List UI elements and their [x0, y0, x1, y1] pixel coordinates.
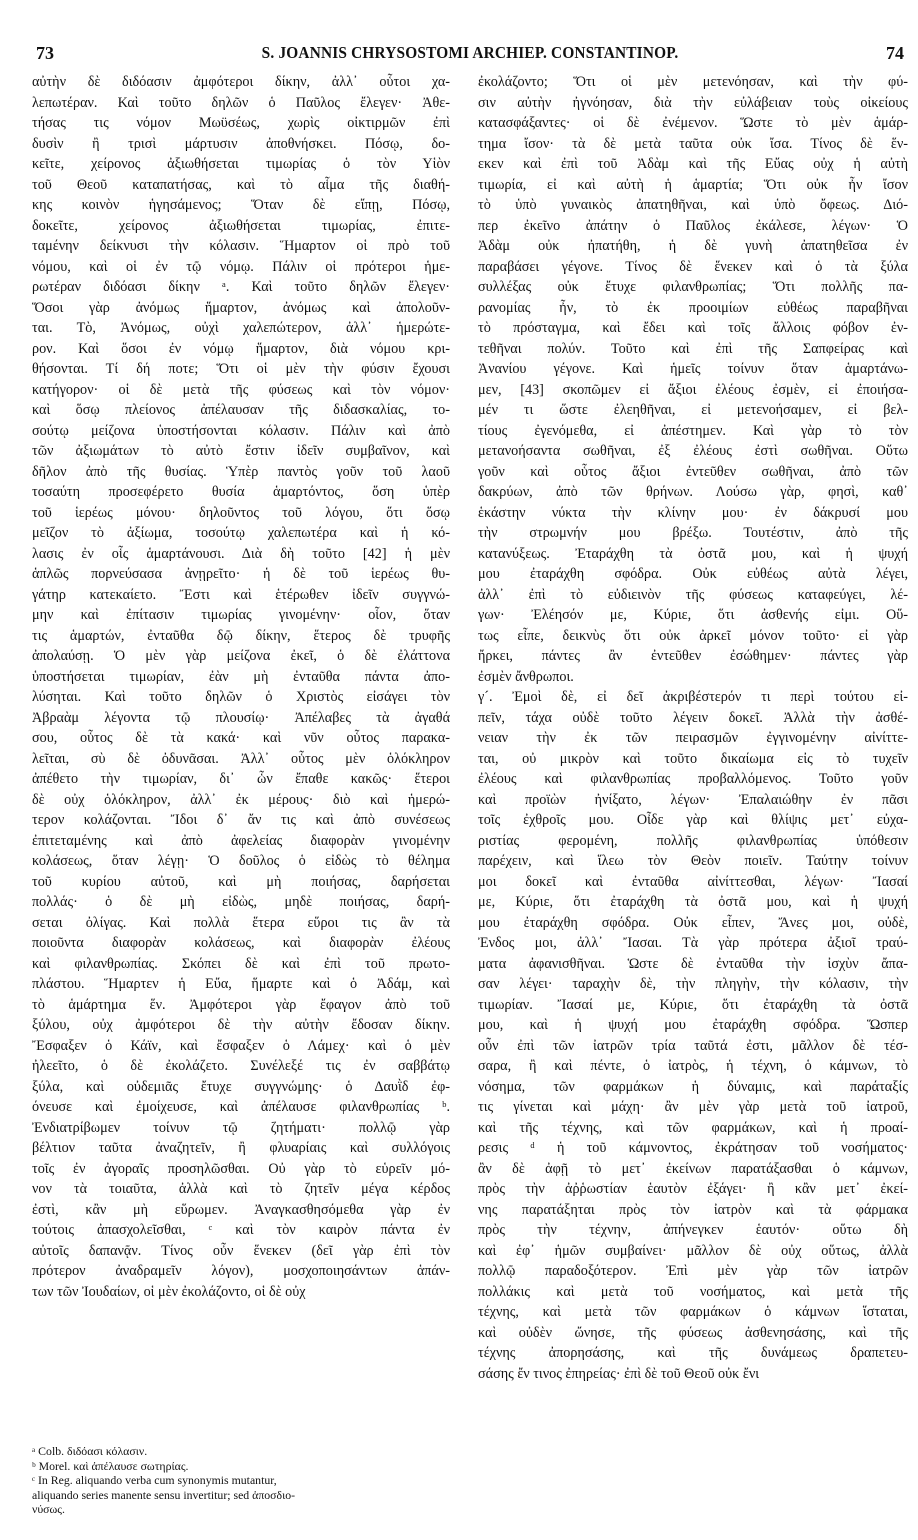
text-line: ἐκολάζοντο; Ὅτι οἱ μὲν μετενόησαν, καὶ τὴν φύ- — [478, 74, 908, 90]
text-line: Ἐνδος μοι, ἀλλ᾽ Ἴασαι. Τὰ γὰρ πρότερα ἀξιοῖ τραύ- — [478, 935, 908, 951]
text-line: καὶ προϊὼν ἠνίξατο, λέγων· Ἐπαλαιώθην ἐν πᾶσι — [478, 791, 908, 808]
text-line: κατανύξεως. Ἐταράχθη τὰ ὀστᾶ μου, καὶ ἡ ψυχή — [478, 545, 908, 562]
text-line: ὑποστήσεται τιμωρίαν, ἐὰν μὴ ἐνταῦθα πάντα ἀπο- — [32, 668, 450, 685]
text-line: ριστίας φερομένη, πολλῆς φιλανθρωπίας ὑπόθεσιν — [478, 832, 908, 849]
text-line: λύσηται. Καὶ τοῦτο δηλῶν ὁ Χριστὸς εἰσάγει τὸν — [32, 689, 450, 705]
text-line: σαν λέγει· ταραχὴν δὲ, τὴν πληγὴν, τὴν κόλασιν, τὴν — [478, 976, 908, 992]
text-line: κατασφάξαντες· οἱ δὲ ἐνέμενον. Ὥστε τὸ μὲν ἁμάρ- — [478, 115, 908, 131]
text-line: πολλάκις καὶ μετὰ τοῦ νοσήματος, καὶ μετὰ τῆς — [478, 1283, 908, 1300]
footnote-line: aliquando series manente sensu invertitur; sed ἀποσδιο- — [32, 1487, 296, 1502]
text-line: μου ἐταράχθη σφόδρα. Οὐκ εἶπεν, Ἄνες μοι, οὐδὲ, — [478, 914, 908, 931]
text-line: τερον κολάζονται. Ἴδοι δ᾽ ἄν τις καὶ ἀπὸ συνέσεως — [32, 812, 450, 828]
text-line: καὶ ἐφ᾽ ἡμῶν συμβαίνει· μᾶλλον δὲ οὐχ οὕτως, ἀλλὰ — [478, 1242, 908, 1259]
text-line: ται, οὐ μικρὸν καὶ τοῦτο δικαίωμα εἰς τὸ τυχεῖν — [478, 750, 908, 767]
text-line: ἀλλ᾽ ἐπὶ τὸ εὐδιεινὸν τῆς φύσεως καταφεύγει, λέ- — [478, 586, 908, 603]
footnote-line: ᵇ Morel. καὶ ἀπέλαυσε σωτηρίας. — [32, 1458, 189, 1473]
running-header — [36, 38, 904, 68]
text-line: θήσονται. Τί δή ποτε; Ὅτι οἱ μὲν τὴν φύσιν ἔχουσι — [32, 361, 450, 377]
text-line: λεῖται, σὺ δὲ ὀδυνᾶσαι. Ἀλλ᾽ οὗτος μὲν ὁλόκληρον — [32, 750, 450, 767]
text-line: ξύλου, οὐχ ἀμφότεροι δὲ τὴν αὐτὴν ἔδοσαν δίκην. — [32, 1017, 450, 1033]
text-line: σαρα, ἢ καὶ πέντε, ὁ ἰατρὸς, ἡ τέχνη, ὁ κάμνων, τὸ — [478, 1058, 908, 1074]
text-line: ρανομίας ἦν, τὸ ἐκ προοιμίων εὐθέως παραβῆναι — [478, 299, 908, 316]
text-line: τούτοις ἀπασχολεῖσθαι, ᶜ καὶ τὸν καιρὸν πάντα ἐν — [32, 1222, 450, 1238]
running-title: S. JOANNIS CHRYSOSTOMI ARCHIEP. CONSTANTINOP. — [261, 43, 679, 62]
text-line: ματα ἀφανισθῆναι. Ὡστε δὲ ἐνταῦθα τὴν ἰσχὺν ἄπα- — [478, 955, 908, 972]
text-line: τήσας τις νόμον Μωϋσέως, χωρὶς οἰκτιρμῶν ἐπὶ — [32, 115, 450, 131]
text-line: καὶ οὐδὲν ὤνησε, τῆς φύσεως ἀσθενησάσης, καὶ τῆς — [478, 1324, 908, 1341]
text-line: σου, οὗτος δὲ τὰ κακά· καὶ νῦν οὗτος παρακα- — [32, 730, 450, 746]
text-line: μέν τι ὥστε ἐλεηθῆναι, εἰ μετενοήσαμεν, εἰ βελ- — [478, 402, 908, 418]
text-line: περ ἐκεῖνο ἀπάτην ὁ Παῦλος ἐκάλεσε, λέγων· Ὁ — [478, 217, 908, 234]
text-line: τοῦ κυρίου αὐτοῦ, καὶ μὴ ποιήσας, δαρήσεται — [32, 873, 450, 890]
text-line: νον τὰ τοιαῦτα, ἀλλὰ καὶ τὸ ζητεῖν μέγα κέρδος — [32, 1181, 450, 1197]
text-line: ἐστὶ, κἂν μὴ εὕρωμεν. Ἀναγκασθησόμεθα γὰρ ἐν — [32, 1201, 450, 1218]
text-line: Ἀδὰμ οὐκ ἠπατήθη, ἡ δὲ γυνὴ ἀπατηθεῖσα ἐν — [478, 238, 908, 254]
text-line: τεθῆναι πολύν. Τοῦτο καὶ ἐπὶ τῆς Σαπφείρας καὶ — [478, 340, 908, 357]
text-line: πεῖν, τάχα οὐδὲ τοῦτο λέγειν δοκεῖ. Ἀλλὰ τὴν ἀσθέ- — [478, 709, 908, 726]
text-line: τοῖς ἐχθροῖς μου. Οἶδε γὰρ καὶ θλίψις μετ᾽ εὐχα- — [478, 812, 908, 828]
text-line: τέχνης, καὶ μετὰ τῶν φαρμάκων ὁ κάμνων ἵσταται, — [478, 1304, 908, 1320]
text-line: ἠλεεῖτο, ὁ δὲ ἐκολάζετο. Συνέλεξέ τις ἐν σαββάτῳ — [32, 1058, 450, 1074]
text-line: ἁπλῶς πορνεύσασα ἀνῃρεῖτο· ἡ δὲ τοῦ ἱερέως θυ- — [32, 566, 450, 582]
text-line: μοι δοκεῖ καὶ ἐνταῦθα αἰνίττεσθαι, λέγων· Ἴασαί — [478, 873, 908, 890]
right-page-number: 74 — [885, 42, 904, 63]
text-line: καὶ φιλανθρωπίας. Σκόπει δὲ καὶ ἐπὶ τοῦ πρωτο- — [32, 955, 450, 972]
text-line: παραβάσει γέγονε. Τίνος δὲ ἕνεκεν καὶ ὁ τὰ ξύλα — [478, 258, 908, 275]
text-line: ρωτέραν διδόασι δίκην ᵃ. Καὶ τοῦτο δηλῶν ἔλεγεν· — [32, 279, 450, 295]
text-line: πολλῷ παραδοξότερον. Ἐπὶ μὲν γὰρ τῶν ἰατρῶν — [478, 1263, 908, 1279]
left-text-column — [32, 72, 450, 1302]
text-line: μετανοήσαντα σωθῆναι, ἐξ ἐλέους ἐστὶ σωθῆναι. Οὕτω — [478, 443, 908, 459]
text-line: πρὸς τὴν τέχνην, ἀπήνεγκεν ἑαυτόν· οὕτω δὴ — [478, 1222, 908, 1238]
text-line: δὲ οὐχ ὁλόκληρον, ἀλλ᾽ ἐκ μέρους· διὸ καὶ ἡμερώ- — [32, 791, 450, 808]
text-line: μου ἐταράχθη σφόδρα. Οὐκ εὐθέως αὐτὰ λέγει, — [478, 566, 908, 582]
text-line: τοσαύτη προσεφέρετο θυσία ἁμαρτόντος, ὅση ὑπὲρ — [32, 484, 450, 500]
text-line: μην καὶ ἐπίτασιν τιμωρίας γινομένην· οἷον, ὅταν — [32, 607, 450, 623]
text-line: αὐτοῖς δαπανᾷν. Τίνος οὖν ἕνεκεν (δεῖ γὰρ ἐπὶ τὸν — [32, 1242, 450, 1259]
text-line: μεν, [43] σκοπῶμεν εἰ ἄξιοι ἐλέους ἐσμὲν, εἰ ἐποιήσα- — [478, 381, 908, 398]
text-line: τίους ἐγενόμεθα, εἰ ἀπέστημεν. Καὶ γὰρ τὸ τὸν — [478, 422, 908, 439]
text-line: νειαν τὴν ἐκ τῶν πειρασμῶν ἐγγινομένην αἰνίττε- — [478, 730, 908, 746]
text-line: νης παρατάξηται πρὸς τὸν ἰατρὸν καὶ τὰ φάρμακα — [478, 1201, 908, 1218]
text-line: ται. Τὸ, Ἀνόμως, οὐχὶ χαλεπώτερον, ἀλλ᾽ ἡμερώτε- — [32, 320, 450, 336]
footnotes — [32, 1444, 450, 1517]
text-line: ρεσις ᵈ ἡ τοῦ κάμνοντος, ἐκράτησαν τοῦ νοσήματος· — [478, 1140, 908, 1156]
text-line: γάτηρ κατεκαίετο. Ἔστι καὶ ἑτέρωθεν ἰδεῖν συγγνώ- — [32, 586, 450, 603]
text-line: δυσὶν ἢ τρισὶ μάρτυσιν ἀποθνήσκει. Πόσῳ, δο- — [32, 135, 450, 152]
text-line: ἐλέους καὶ φιλανθρωπίας προβαλλόμενος. Τοῦτο γοῦν — [478, 771, 908, 787]
text-line: αὐτὴν δὲ διδόασιν ἀμφότεροι δίκην, ἀλλ᾽ οὗτοι χα- — [32, 74, 450, 90]
text-line: δοκεῖτε, χείρονος ἀξιωθήσεται τιμωρίας, ἐπιτε- — [32, 217, 450, 234]
text-line: βέλτιον ταῦτα ἀναζητεῖν, ἢ φλυαρίαις καὶ συλλόγοις — [32, 1140, 450, 1156]
text-line: ἀπολαύσῃ. Ὁ μὲν γὰρ μείζονα ἐκεῖ, ὁ δὲ ἐλάττονα — [32, 648, 450, 664]
text-line: ἑκάστην νύκτα τὴν κλίνην μου· ἐν δάκρυσί μου — [478, 504, 908, 521]
text-line: τὸ ἁμάρτημα ἕν. Ἀμφότεροι γὰρ ἔφαγον ἀπὸ τοῦ — [32, 996, 450, 1013]
text-line: κεῖτε, χείρονος ἀξιωθήσεται τιμωρίας ὁ τὸν Υἱὸν — [32, 156, 450, 172]
footnote-line: ᵃ Colb. διδόασι κόλασιν. — [32, 1444, 148, 1458]
text-line: μου, καὶ ἡ ψυχή μου ἐταράχθη σφόδρα. Ὥσπερ — [478, 1017, 908, 1033]
text-line: τοῖς ἐν ἀγοραῖς προσηλῶσθαι. Οὐ γὰρ τὸ εὑρεῖν μό- — [32, 1160, 450, 1177]
text-line: συλλέξας οὐκ ἔτυχε φιλανθρωπίας; Ὅτι πολλῆς πα- — [478, 279, 908, 295]
text-line: κατήγορον· οἱ δὲ μετὰ τῆς φύσεως καὶ τὸν νόμον· — [32, 381, 450, 398]
text-line: οὖν ἐπὶ τῶν ἰατρῶν τρία ταῦτά ἐστι, μᾶλλον δὲ τέσ- — [478, 1037, 908, 1054]
text-line: πρότερον ἀναδραμεῖν λόγον), μοσχοποιησάντων ἁπάν- — [32, 1263, 450, 1279]
text-line: νόμου, καὶ οἱ ἐν τῷ νόμῳ. Πάλιν οἱ πρότεροι ἡμε- — [32, 258, 450, 275]
text-line: ἐπιτεταμένης καὶ ἀπὸ ἀφελείας διαφορὰν γινομένην — [32, 832, 450, 849]
text-line: σούτῳ μείζονα ὑποστήσονται κόλασιν. Πάλιν καὶ ἀπὸ — [32, 422, 450, 439]
text-line: Ὅσοι γὰρ ἀνόμως ἥμαρτον, ἀνόμως καὶ ἀπολοῦν- — [32, 299, 450, 316]
text-line: τὸ ὑπὸ γυναικὸς ἀπατηθῆναι, καὶ ὑπὸ ὄφεως. Διό- — [478, 197, 908, 213]
text-line: λασις ἐν οἷς ἁμαρτάνουσι. Διὰ δὴ τοῦτο [42] ἡ μὲν — [32, 545, 450, 562]
text-line: νόσημα, τῶν φαρμάκων ἡ δύναμις, καὶ παράταξίς — [478, 1078, 908, 1095]
text-line: δῆλον ἀπὸ τῆς θυσίας. Ὑπὲρ παντὸς γοῦν τοῦ λαοῦ — [32, 463, 450, 480]
text-line: τις γίνεται καὶ μάχη· ἂν μὲν γὰρ μετὰ τοῦ ἰατροῦ, — [478, 1099, 908, 1115]
text-line: των τῶν Ἰουδαίων, οἱ μὲν ἐκολάζοντο, οἱ δὲ οὐχ — [32, 1283, 306, 1300]
text-line: τις ἁμαρτών, ἐνταῦθα δῷ δίκην, ἕτερος δὲ τρυφῆς — [32, 627, 450, 644]
text-line: πλάστου. Ἥμαρτεν ἡ Εὔα, ἥμαρτε καὶ ὁ Ἀδάμ, καὶ — [32, 976, 450, 992]
text-line: τέχνης ἀπορησάσης, καὶ τῆς δυνάμεως δραπετευ- — [478, 1345, 908, 1361]
text-line: Ἀνανίου γέγονε. Καὶ ἡμεῖς τοίνυν ὅταν ἁμαρτάνω- — [478, 361, 908, 377]
text-line: σεται ὀλίγας. Καὶ πολλὰ ἕτερα εὕροι τις ἂν τὰ — [32, 914, 450, 931]
text-line: πρὸς τὴν ἀῤῥωστίαν ἑαυτὸν ἐξάγει· ἢ κἂν μετ᾽ ἐκεί- — [478, 1181, 908, 1197]
text-line: τως εἶπε, δεικνὺς ὅτι οὐκ ἀρκεῖ μόνον τοῦτο· εἰ γὰρ — [478, 627, 908, 644]
footnote-line: ᶜ In Reg. aliquando verba cum synonymis mutantur, — [32, 1473, 277, 1488]
text-line: εκεν καὶ ἐπὶ τοῦ Ἀδὰμ καὶ τῆς Εὔας οὐχ ἡ αὐτὴ — [478, 156, 908, 172]
text-line: τὸ πρόσταγμα, καὶ ἔδει καὶ τοῖς ἄλλοις φόβον ἐν- — [478, 320, 908, 336]
left-page-number: 73 — [36, 42, 54, 63]
text-line: ἂν δὲ ἀφῇ τὸ μετ᾽ ἐκείνων παρατάξασθαι ὁ κάμνων, — [478, 1160, 908, 1177]
text-line: ἐσμὲν ἄνθρωποι. — [478, 668, 574, 685]
text-line: τοῦ Θεοῦ καταπατήσας, καὶ τὸ αἷμα τῆς διαθή- — [32, 176, 450, 193]
text-line: καὶ ὅσῳ πλείονος ἀπέλαυσαν τῆς διδασκαλίας, το- — [32, 402, 450, 418]
text-line: κολάσεως, ὅταν λέγῃ· Ὁ δοῦλος ὁ εἰδὼς τὸ θέλημα — [32, 853, 450, 869]
text-line: ρον. Καὶ ὅσοι ἐν νόμῳ ἥμαρτον, διὰ νόμου κρι- — [32, 340, 450, 357]
text-line: καὶ τῆς τέχνης, καὶ τῶν φαρμάκων, καὶ ἡ προαί- — [478, 1119, 908, 1136]
text-line: ἤρκει, πάντες ἂν ἐντεῦθεν ἐσώθημεν· πάντες γὰρ — [478, 648, 908, 664]
text-line: λεπωτέραν. Καὶ τοῦτο δηλῶν ὁ Παῦλος ἔλεγεν· Ἀθε- — [32, 94, 450, 111]
text-line: όνευσε καὶ ἐμοίχευσε, καὶ ἀπέλαυσε φιλανθρωπίας ᵇ. — [32, 1099, 450, 1115]
text-line: σάσης ἔν τινος ἐπηρείας· ἐπὶ δὲ τοῦ Θεοῦ οὐκ ἔνι — [478, 1365, 760, 1382]
text-line: μεῖζον τὸ ἀξίωμα, τοσούτῳ χαλεπωτέρα καὶ ἡ κό- — [32, 525, 450, 541]
text-line: δακρύων, ἀπὸ τῶν θρήνων. Λούσω γὰρ, φησὶ, καθ᾽ — [478, 484, 908, 500]
text-line: γ´. Ἐμοὶ δὲ, εἰ δεῖ ἀκριβέστερόν τι περὶ τούτου εἰ- — [478, 689, 908, 705]
text-line: τημα ἴσον· τὰ δὲ μετὰ ταῦτα οὐκ ἴσα. Τίνος δὲ ἕν- — [478, 135, 908, 152]
text-line: με, Κύριε, ὅτι ἐταράχθη τὰ ὀστᾶ μου, καὶ ἡ ψυχή — [478, 894, 908, 910]
text-line: ταμένην δείκνυσι τὴν κόλασιν. Ἥμαρτον οἱ πρὸ τοῦ — [32, 238, 450, 254]
text-line: τιμωρία, εἰ καὶ αὐτὴ ἡ ἁμαρτία; Ὅτι οὐκ ἦν ἴσον — [478, 176, 908, 193]
text-line: γων· Ἐλέησόν με, Κύριε, ὅτι ἀσθενής εἰμι. Οὕ- — [478, 607, 908, 623]
text-line: κης κοινὸν ἡγησάμενος; Ὅταν δὲ εἴπῃ, Πόσῳ, — [32, 197, 450, 213]
footnote-line: νύσως. — [32, 1502, 65, 1517]
text-line: τῶν ἀξιωμάτων τὸ αὐτὸ ἔστιν ἰδεῖν συμβαῖνον, καὶ — [32, 443, 450, 459]
text-line: ἀπέθετο τὴν τιμωρίαν, δι᾽ ὧν ἔπαθε κακῶς· ἕτεροι — [32, 771, 450, 787]
text-line: Ἀβραὰμ λέγοντα τῷ πλουσίῳ· Ἀπέλαβες τὰ ἀγαθά — [32, 709, 450, 726]
right-text-column — [478, 72, 908, 1384]
text-line: γοῦν καὶ οὗτος ἄξιοι ἐντεῦθεν σωθῆναι, ἀπὸ τῶν — [478, 463, 908, 480]
text-line: τοῦ ἱερέως μόνου· δηλοῦντος τοῦ λόγου, ὅτι ὅσῳ — [32, 504, 450, 521]
text-line: Ἔσφαξεν ὁ Κάϊν, καὶ ἔσφαξεν ὁ Λάμεχ· καὶ ὁ μὲν — [32, 1037, 450, 1054]
text-line: ποιοῦντα διαφορὰν κολάσεως, καὶ διαφορὰν ἐλέους — [32, 935, 450, 951]
text-line: τιμωρίαν. Ἴασαί με, Κύριε, ὅτι ἐταράχθη τὰ ὀστᾶ — [478, 996, 908, 1013]
text-line: Ἐνδιατρίβωμεν τοίνυν τῷ ζητήματι· πολλῷ γὰρ — [32, 1119, 450, 1136]
text-line: σιν αὐτὴν ἠγνόησαν, διὰ τὴν εὐλάβειαν τοὺς οἰκείους — [478, 94, 908, 111]
text-line: ξύλα, καὶ οὐδεμιᾶς ἔτυχε συγγνώμης· ὁ Δαυῒδ ἐφ- — [32, 1078, 450, 1095]
text-line: παρέχειν, καὶ ἵλεω τὸν Θεὸν ποιεῖν. Ταύτην τοίνυν — [478, 853, 908, 869]
text-line: πολλάς· ὁ δὲ μὴ εἰδὼς, μηδὲ ποιήσας, δαρή- — [32, 894, 450, 910]
text-line: τὴν στρωμνήν μου βρέξω. Τουτέστιν, ἀπὸ τῆς — [478, 525, 908, 541]
